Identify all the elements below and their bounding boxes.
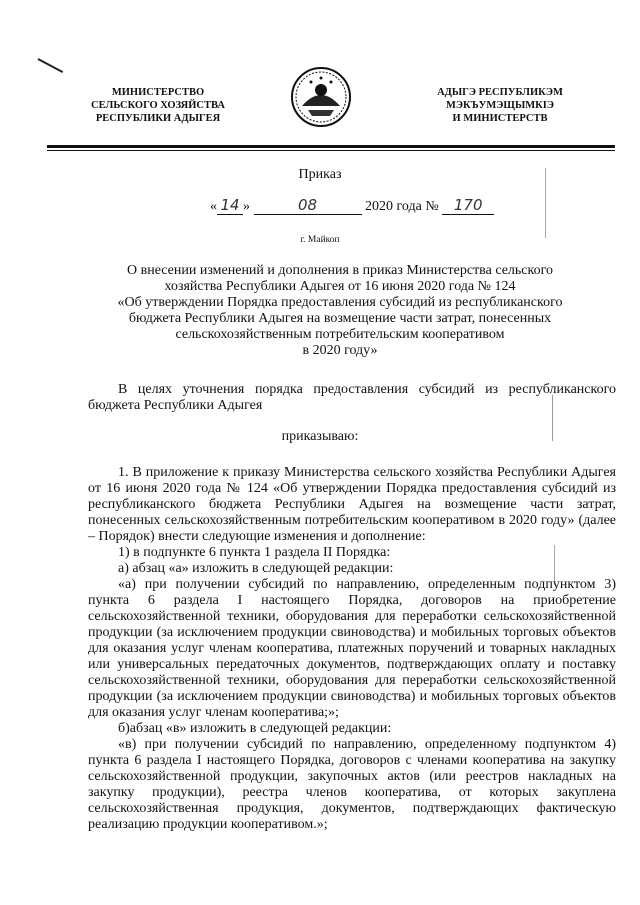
order-body [88, 465, 616, 833]
preamble-text: В целях уточнения порядка предоставления субсидий из республиканского бюджета Республики Адыгея [88, 382, 616, 413]
preamble [88, 382, 616, 414]
paragraph: а) абзац «а» изложить в следующей редакции: [118, 561, 394, 576]
subject-line: в 2020 году» [302, 343, 378, 358]
order-number: 170 [442, 196, 494, 215]
order-day: 14 [217, 196, 243, 215]
ministry-name-adyghe-line: И МИНИСТЕРСТВ [452, 113, 548, 124]
order-year-text: 2020 года № [365, 199, 439, 214]
close-quote: » [243, 199, 250, 214]
subject-line: хозяйства Республики Адыгея от 16 июня 2020 года № 124 [164, 279, 516, 294]
ministry-name-adyghe [400, 86, 600, 125]
header-divider [47, 145, 615, 148]
header-divider-thin [47, 150, 615, 151]
subject-line: бюджета Республики Адыгея на возмещение части затрат, понесенных [128, 311, 552, 326]
city: г. Майкоп [300, 235, 340, 245]
order-date-line [210, 196, 494, 215]
scan-mark [38, 58, 64, 73]
paragraph: «в) при получении субсидий по направлению, определенному подпунктом 4) пункта 6 раздела I настоящего Порядка, договоров с членами кооператива на закупку сельскохозяйственной продукции, закупочных актов (или реестров накладных на закупку продукции), реестра членов кооператива, от которых закуплена сельскохозяйственная продукция, документов, подтверждающих фактическую реализацию продукции кооперативом.»; [88, 737, 616, 832]
order-subject [110, 263, 570, 359]
order-month: 08 [254, 196, 362, 215]
ministry-name-ru-line: СЕЛЬСКОГО ХОЗЯЙСТВА [91, 100, 225, 111]
ministry-name-ru-line: МИНИСТЕРСТВО [111, 87, 205, 98]
paragraph: 1) в подпункте 6 пункта 1 раздела II Порядка: [118, 545, 391, 560]
ministry-name-ru-line: РЕСПУБЛИКИ АДЫГЕЯ [95, 113, 221, 124]
document-title: Приказ [298, 167, 342, 182]
paragraph: б)абзац «в» изложить в следующей редакции: [118, 721, 392, 736]
subject-line: «Об утверждении Порядка предоставления субсидий из республиканского [117, 295, 563, 310]
ministry-name-adyghe-line: МЭКЪУМЭЩЫМКІЭ [446, 100, 554, 111]
paragraph: «а) при получении субсидий по направлению, определенным подпунктом 3) пункта 6 раздела I настоящего Порядка, договоров на приобретение сельскохозяйственной техники, оборудования для переработки сельскохозяйственной продукции (за исключением продукции свиноводства) и мобильных торговых объектов для оказания услуг членам кооператива, платежных поручений и товарных накладных или универсальных передаточных документов, подтверждающих оплату и поставку сельскохозяйственной техники, оборудования для переработки сельскохозяйственной продукции (за исключением продукции свиноводства) и мобильных торговых объектов для оказания услуг членам кооператива;»; [88, 577, 616, 720]
adygea-coat-of-arms-icon [290, 66, 352, 128]
ministry-name-adyghe-line: АДЫГЭ РЕСПУБЛИКЭМ [437, 87, 563, 98]
ministry-name-ru [58, 86, 258, 125]
subject-line: сельскохозяйственным потребительским кооперативом [175, 327, 505, 342]
subject-line: О внесении изменений и дополнения в приказ Министерства сельского [126, 263, 553, 278]
order-word: приказываю: [281, 429, 359, 444]
open-quote: « [210, 199, 217, 214]
paragraph: 1. В приложение к приказу Министерства сельского хозяйства Республики Адыгея от 16 июня 2020 года № 124 «Об утверждении Порядка предоставления субсидий из республиканского бюджета Республики Адыгея на возмещение части затрат, понесенных сельскохозяйственным потребительским кооперативом в 2020 году» (далее – Порядок) внести следующие изменения и дополнение: [88, 465, 616, 544]
